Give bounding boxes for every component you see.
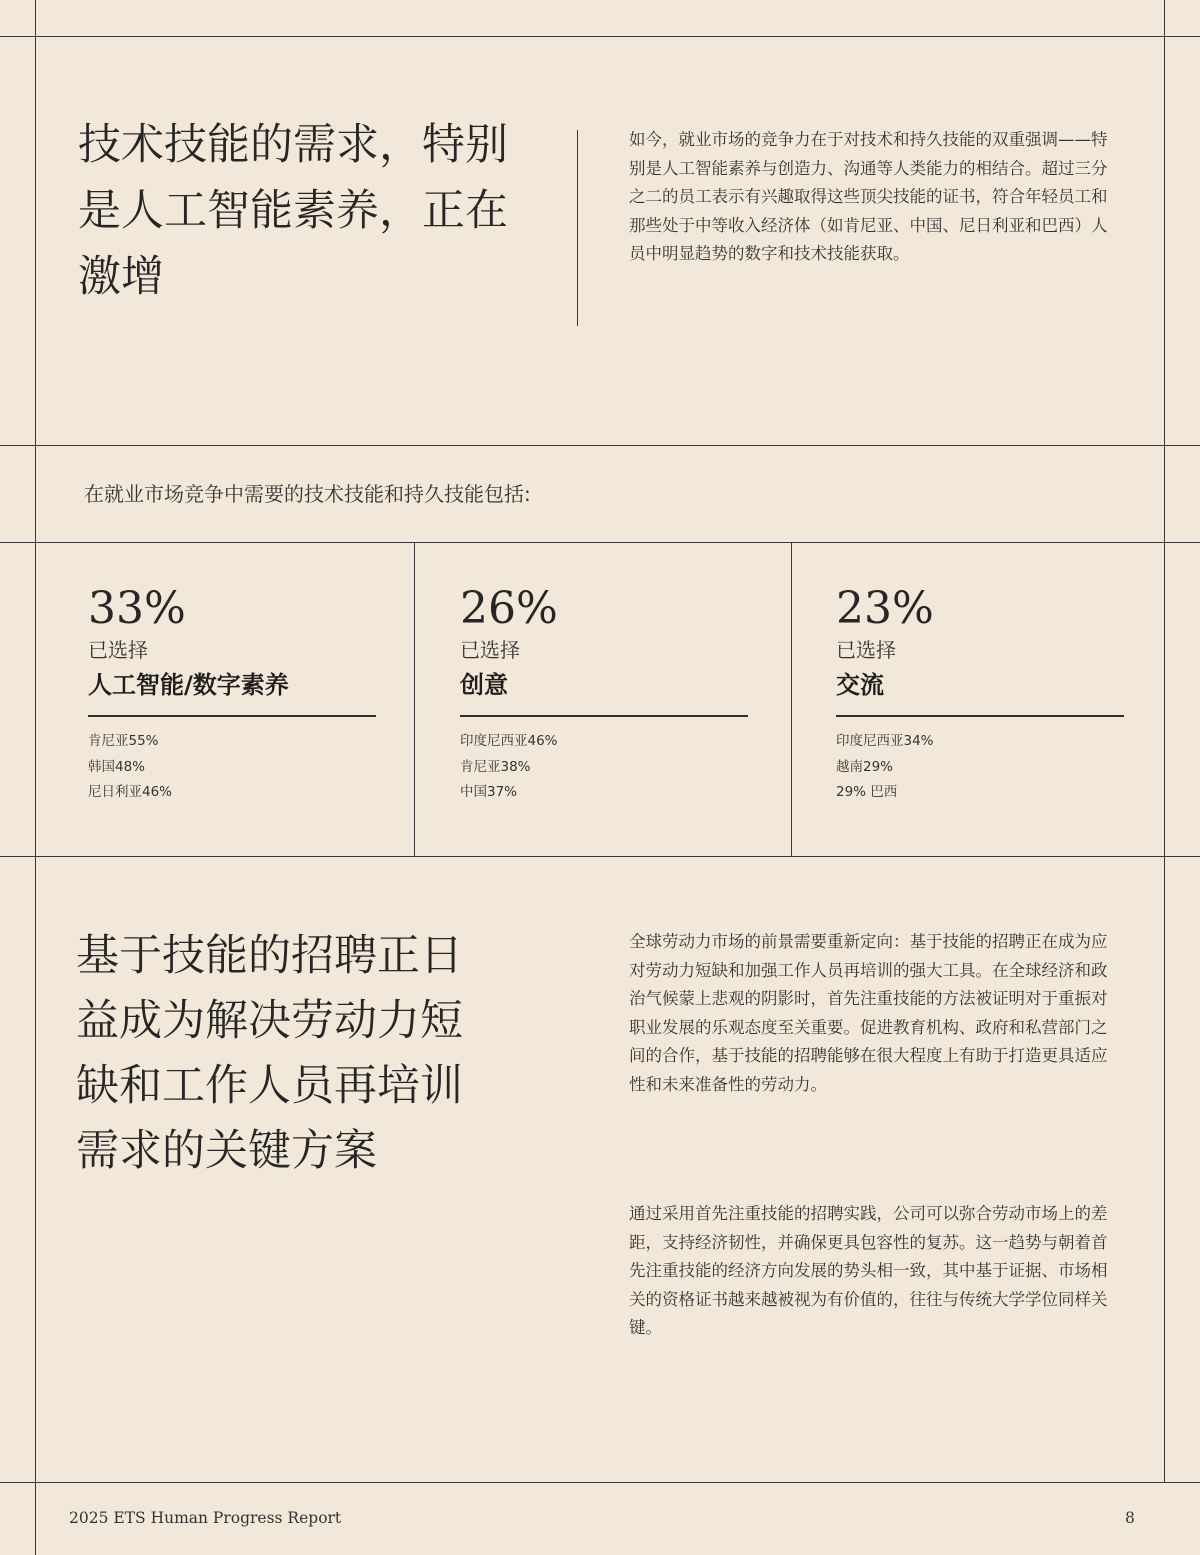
section-paragraph-skills-demand: 如今，就业市场的竞争力在于对技术和持久技能的双重强调——特别是人工智能素养与创造力、沟通等人类能力的相结合。超过三分之二的员工表示有兴趣取得这些顶尖技能的证书，符合年轻员工和那些处于中等收入经济体（如肯尼亚、中国、尼日利亚和巴西）人员中明显趋势的数字和技术技能获取。 (629, 130, 1108, 263)
section-heading-skills-based-hiring: 基于技能的招聘正日益成为解决劳动力短缺和工作人员再培训需求的关键方案 (76, 931, 463, 1176)
stat-skill-name: 人工智能/数字素养 (88, 665, 376, 717)
footer-report-title: 2025 ETS Human Progress Report (69, 1509, 342, 1527)
stat-selected-label: 已选择 (88, 638, 148, 662)
stat-skill-name: 创意 (460, 665, 748, 717)
frame-line-left (35, 0, 36, 1555)
stat-country-item: 韩国48% (88, 758, 146, 775)
stat-country-list (88, 729, 376, 806)
stat-country-item: 中国37% (460, 784, 518, 800)
heading-divider (577, 130, 578, 326)
stat-percent: 33% (88, 583, 186, 634)
stats-divider-1 (414, 543, 415, 856)
stat-card-communication (836, 583, 1124, 806)
section-heading-skills-demand: 技术技能的需求，特别是人工智能素养，正在激增 (78, 120, 508, 302)
stat-country-item: 肯尼亚38% (460, 758, 531, 775)
stat-skill-name: 交流 (836, 665, 1124, 717)
page-number: 8 (1125, 1509, 1135, 1527)
stat-country-list (460, 729, 748, 806)
stat-country-item: 肯尼亚55% (88, 733, 159, 749)
stat-country-item: 29% 巴西 (836, 784, 898, 800)
stat-card-creativity (460, 583, 748, 806)
stat-country-item: 尼日利亚46% (88, 784, 173, 800)
stats-divider-2 (791, 543, 792, 856)
stat-percent: 23% (836, 583, 934, 634)
section-paragraph-hiring-1: 全球劳动力市场的前景需要重新定向：基于技能的招聘正在成为应对劳动力短缺和加强工作人员再培训的强大工具。在全球经济和政治气候蒙上悲观的阴影时，首先注重技能的方法被证明对于重振对职业发展的乐观态度至关重要。促进教育机构、政府和私营部门之间的合作，基于技能的招聘能够在很大程度上有助于打造更具适应性和未来准备性的劳动力。 (629, 932, 1108, 1094)
frame-line-footer (0, 1482, 1200, 1483)
frame-line-top (0, 36, 1200, 37)
frame-line-upper (0, 445, 1200, 446)
frame-line-stats-bottom (0, 856, 1200, 857)
stat-percent: 26% (460, 583, 558, 634)
stat-country-list (836, 729, 1124, 806)
stat-country-item: 越南29% (836, 758, 894, 775)
skills-intro: 在就业市场竞争中需要的技术技能和持久技能包括: (84, 482, 531, 506)
frame-line-intro (0, 542, 1200, 543)
frame-line-right (1164, 0, 1165, 1482)
section-paragraph-hiring-2: 通过采用首先注重技能的招聘实践，公司可以弥合劳动市场上的差距，支持经济韧性，并确保更具包容性的复苏。这一趋势与朝着首先注重技能的经济方向发展的势头相一致，其中基于证据、市场相关的资格证书越来越被视为有价值的，往往与传统大学学位同样关键。 (629, 1204, 1108, 1337)
stat-country-item: 印度尼西亚46% (460, 733, 558, 749)
stat-selected-label: 已选择 (460, 638, 520, 662)
stat-card-ai-literacy (88, 583, 376, 806)
stat-country-item: 印度尼西亚34% (836, 733, 934, 749)
stat-selected-label: 已选择 (836, 638, 896, 662)
